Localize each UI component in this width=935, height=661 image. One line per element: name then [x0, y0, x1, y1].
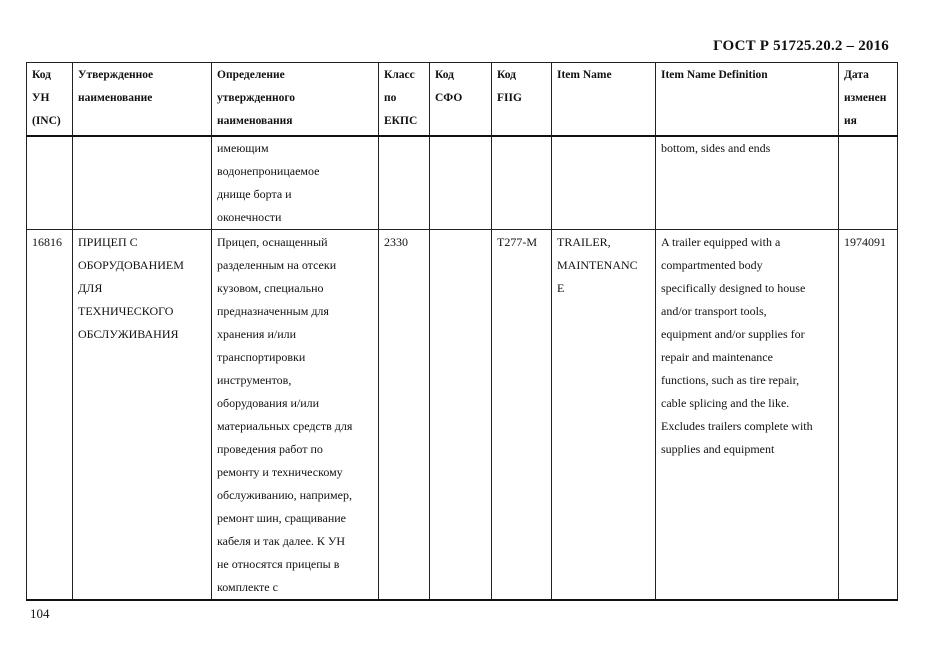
- cell-fiig-code: [492, 136, 552, 230]
- cell-change-date: [839, 136, 898, 230]
- cell-inc: 16816: [27, 230, 73, 601]
- cell-item-name: [552, 136, 656, 230]
- cell-sfo-code: [430, 230, 492, 601]
- cell-item-name-definition: A trailer equipped with a compartmented body specifically designed to house and/or transport tools, equipment and/or supplies for repair and maintenance functions, such as tire repair, cable splicing and the like. Excludes trailers complete with supplies and equipment: [656, 230, 839, 601]
- cell-approved-name: ПРИЦЕП С ОБОРУДОВАНИЕМ ДЛЯ ТЕХНИЧЕСКОГО ОБСЛУЖИВАНИЯ: [73, 230, 212, 601]
- cell-inc: [27, 136, 73, 230]
- table-row-continuation: [27, 136, 898, 230]
- column-header-ekps-class: Класс по ЕКПС: [379, 63, 430, 136]
- item-name-table: [26, 62, 898, 601]
- cell-item-name-definition: bottom, sides and ends: [656, 136, 839, 230]
- column-header-item-name-definition: Item Name Definition: [656, 63, 839, 136]
- cell-item-name: TRAILER, MAINTENANC E: [552, 230, 656, 601]
- column-header-approved-name: Утвержденное наименование: [73, 63, 212, 136]
- column-header-item-name: Item Name: [552, 63, 656, 136]
- cell-fiig-code: T277-M: [492, 230, 552, 601]
- column-header-change-date: Дата изменен ия: [839, 63, 898, 136]
- column-header-inc: Код УН (INC): [27, 63, 73, 136]
- document-title: ГОСТ Р 51725.20.2 – 2016: [713, 38, 889, 54]
- table-header-row: [27, 63, 898, 136]
- table-row: [27, 230, 898, 601]
- cell-approved-name: [73, 136, 212, 230]
- cell-ekps-class: 2330: [379, 230, 430, 601]
- column-header-definition: Определение утвержденного наименования: [212, 63, 379, 136]
- cell-sfo-code: [430, 136, 492, 230]
- page-number: 104: [30, 606, 50, 621]
- column-header-sfo-code: Код СФО: [430, 63, 492, 136]
- cell-definition: имеющим водонепроницаемое днище борта и оконечности: [212, 136, 379, 230]
- column-header-fiig-code: Код FIIG: [492, 63, 552, 136]
- cell-ekps-class: [379, 136, 430, 230]
- cell-change-date: 1974091: [839, 230, 898, 601]
- cell-definition: Прицеп, оснащенный разделенным на отсеки кузовом, специально предназначенным для хранения и/или транспортировки инструментов, оборудования и/или материальных средств для проведения работ по ремонту и техническому обслуживанию, например, ремонт шин, сращивание кабеля и так далее. К УН не относятся прицепы в комплекте с: [212, 230, 379, 601]
